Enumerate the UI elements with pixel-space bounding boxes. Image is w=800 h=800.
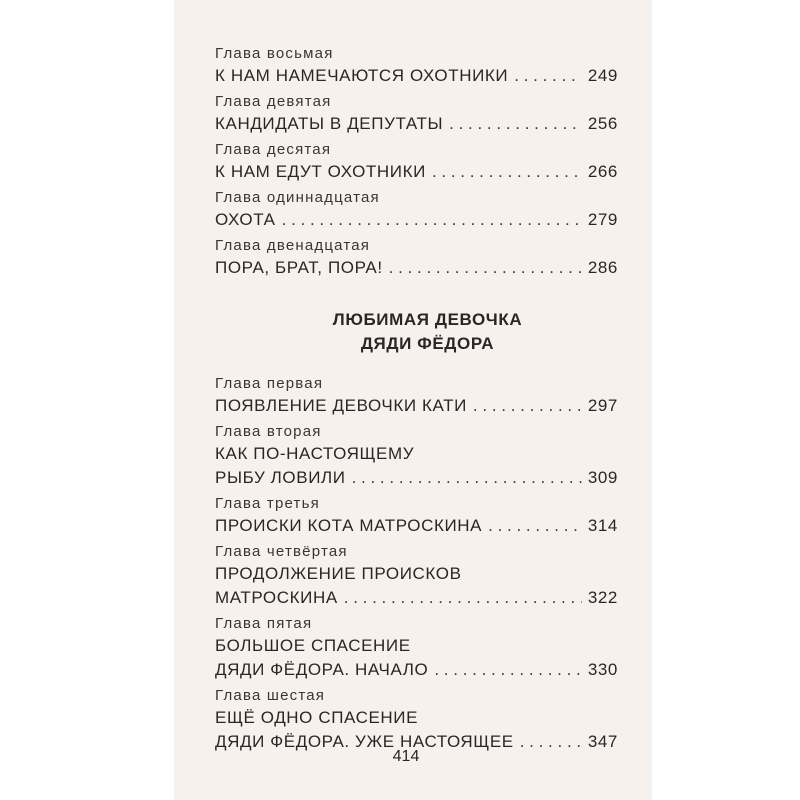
page-number: 414 xyxy=(392,748,420,765)
dot-leader xyxy=(352,466,582,490)
chapter-title-line xyxy=(215,562,618,586)
chapter-title: КАНДИДАТЫ В ДЕПУТАТЫ xyxy=(215,114,444,133)
chapter-title-line xyxy=(215,634,618,658)
page-ref: 249 xyxy=(587,66,618,85)
chapter-title: БОЛЬШОЕ СПАСЕНИЕ xyxy=(215,636,411,655)
dot-leader xyxy=(434,658,581,682)
chapter-title: ОХОТА xyxy=(215,210,276,229)
dot-leader xyxy=(488,514,582,538)
toc-entry xyxy=(215,422,618,490)
chapter-title: КАК ПО-НАСТОЯЩЕМУ xyxy=(215,444,415,463)
chapter-title: ДЯДИ ФЁДОРА. УЖЕ НАСТОЯЩЕЕ xyxy=(215,732,514,751)
section-title-line-1: ЛЮБИМАЯ ДЕВОЧКА xyxy=(332,310,523,329)
section-title xyxy=(215,308,618,356)
chapter-title: ДЯДИ ФЁДОРА. НАЧАЛО xyxy=(215,660,429,679)
chapter-title: ПРОИСКИ КОТА МАТРОСКИНА xyxy=(215,516,483,535)
page-ref: 256 xyxy=(587,114,618,133)
chapter-label: Глава вторая xyxy=(215,423,322,440)
chapter-title: ПОРА, БРАТ, ПОРА! xyxy=(215,258,383,277)
chapter-label: Глава восьмая xyxy=(215,45,334,62)
page-ref: 347 xyxy=(587,732,618,751)
section-title-line-2: ДЯДИ ФЁДОРА xyxy=(360,334,495,353)
chapter-title: К НАМ НАМЕЧАЮТСЯ ОХОТНИКИ xyxy=(215,66,509,85)
chapter-label: Глава шестая xyxy=(215,687,326,704)
toc-list-top xyxy=(215,44,618,280)
chapter-title-line xyxy=(215,586,618,610)
dot-leader xyxy=(282,208,582,232)
chapter-title-line xyxy=(215,706,618,730)
toc-entry xyxy=(215,140,618,184)
toc-entry xyxy=(215,236,618,280)
chapter-label: Глава первая xyxy=(215,375,324,392)
dot-leader xyxy=(389,256,582,280)
dot-leader xyxy=(514,64,582,88)
chapter-title-line xyxy=(215,394,618,418)
chapter-label: Глава девятая xyxy=(215,93,332,110)
chapter-title: ЕЩЁ ОДНО СПАСЕНИЕ xyxy=(215,708,419,727)
toc-entry xyxy=(215,44,618,88)
chapter-title-line xyxy=(215,256,618,280)
chapter-title-line xyxy=(215,160,618,184)
toc-list-section xyxy=(215,374,618,754)
page-ref: 297 xyxy=(587,396,618,415)
chapter-label: Глава третья xyxy=(215,495,320,512)
page-ref: 286 xyxy=(587,258,618,277)
chapter-title-line xyxy=(215,112,618,136)
chapter-title: РЫБУ ЛОВИЛИ xyxy=(215,468,346,487)
chapter-title: К НАМ ЕДУТ ОХОТНИКИ xyxy=(215,162,426,181)
chapter-title-line xyxy=(215,658,618,682)
page-ref: 279 xyxy=(587,210,618,229)
chapter-title-line xyxy=(215,208,618,232)
chapter-label: Глава одиннадцатая xyxy=(215,189,380,206)
page-ref: 322 xyxy=(587,588,618,607)
page-ref: 314 xyxy=(587,516,618,535)
chapter-title-line xyxy=(215,442,618,466)
toc-entry xyxy=(215,494,618,538)
chapter-title: ПРОДОЛЖЕНИЕ ПРОИСКОВ xyxy=(215,564,462,583)
dot-leader xyxy=(344,586,582,610)
chapter-title-line xyxy=(215,466,618,490)
chapter-title: ПОЯВЛЕНИЕ ДЕВОЧКИ КАТИ xyxy=(215,396,467,415)
toc-entry xyxy=(215,614,618,682)
chapter-title-line xyxy=(215,64,618,88)
page-ref: 309 xyxy=(587,468,618,487)
toc-entry xyxy=(215,374,618,418)
page-ref: 266 xyxy=(587,162,618,181)
dot-leader xyxy=(432,160,582,184)
chapter-title: МАТРОСКИНА xyxy=(215,588,338,607)
table-of-contents xyxy=(215,44,618,758)
toc-entry xyxy=(215,542,618,610)
toc-entry xyxy=(215,686,618,754)
dot-leader xyxy=(473,394,582,418)
chapter-label: Глава двенадцатая xyxy=(215,237,371,254)
page-ref: 330 xyxy=(587,660,618,679)
chapter-label: Глава десятая xyxy=(215,141,332,158)
chapter-title-line xyxy=(215,514,618,538)
toc-entry xyxy=(215,188,618,232)
chapter-label: Глава четвёртая xyxy=(215,543,348,560)
dot-leader xyxy=(449,112,582,136)
toc-entry xyxy=(215,92,618,136)
chapter-label: Глава пятая xyxy=(215,615,313,632)
